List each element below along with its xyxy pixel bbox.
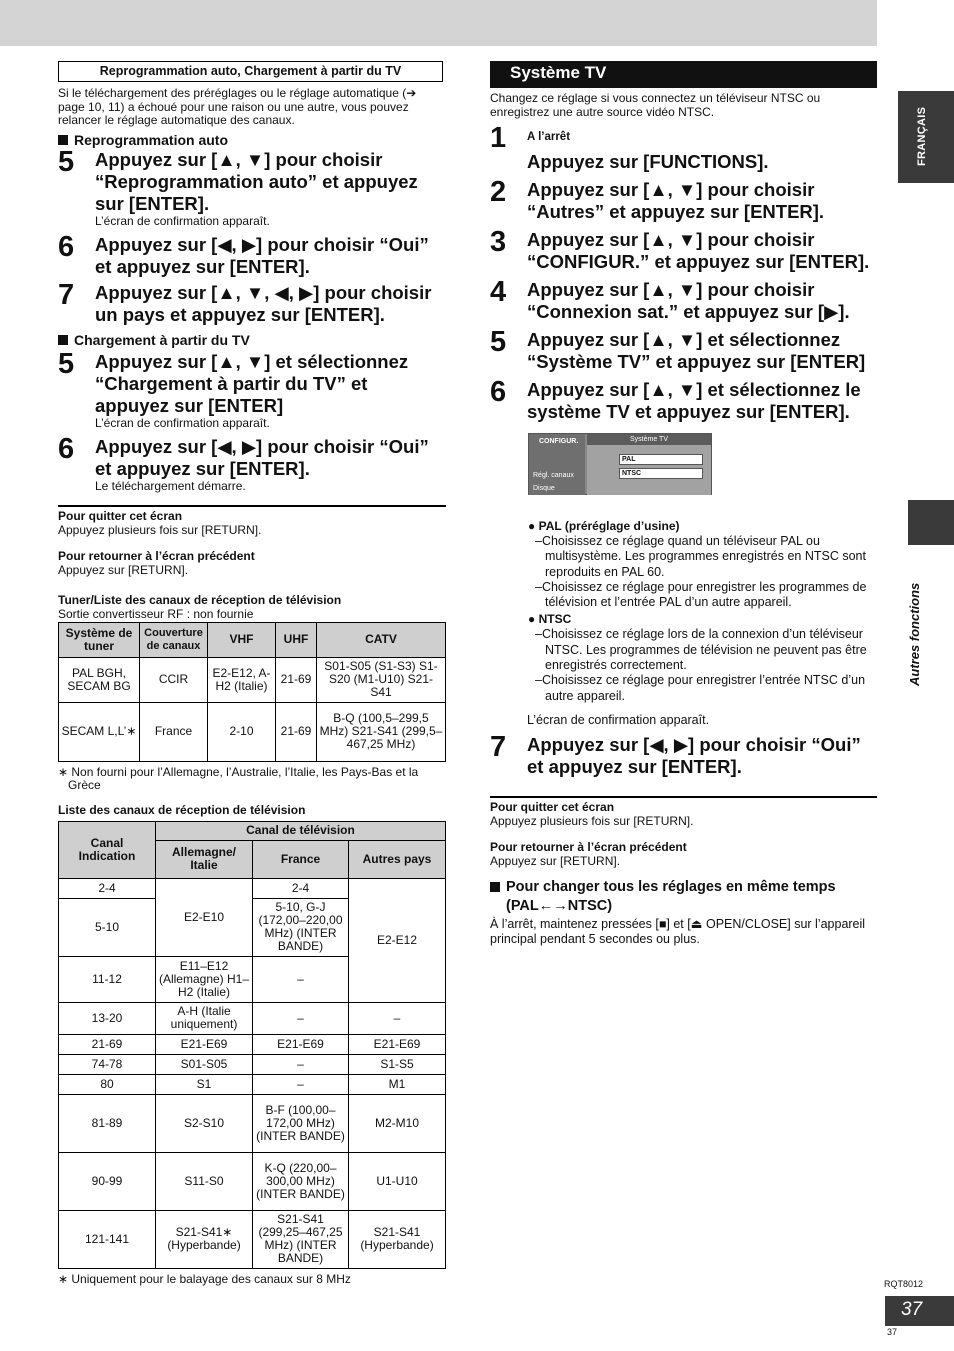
quit-text: Appuyez plusieurs fois sur [RETURN]. — [490, 813, 694, 828]
ntsc-desc-1: –Choisissez ce réglage lors de la connexion d’un téléviseur NTSC. Les programmes de télévision ne peuvent pas être enregistrés correctement. — [535, 627, 867, 673]
language-tab — [898, 91, 954, 183]
language-label: FRANÇAIS — [916, 106, 928, 166]
square-bullet-icon — [58, 135, 68, 145]
table-header: Autres pays — [349, 840, 446, 878]
osd-option-pal: PAL — [619, 454, 703, 465]
quit-title: Pour quitter cet écran — [58, 508, 183, 523]
step-note: Le téléchargement démarre. — [95, 478, 246, 493]
table-header: VHF — [208, 622, 276, 657]
page-number: 37 — [885, 1296, 954, 1326]
table-row: 90-99 S11-S0 K-Q (220,00–300,00 MHz) (INTER BANDE) U1-U10 — [59, 1152, 446, 1210]
back-title: Pour retourner à l’écran précédent — [490, 839, 687, 854]
table-row: 74-78 S01-S05 – S1-S5 — [59, 1054, 446, 1074]
table-row: 81-89 S2-S10 B-F (100,00–172,00 MHz) (INTER BANDE) M2-M10 — [59, 1094, 446, 1152]
left-intro: Si le téléchargement des préréglages ou le réglage automatique (➔ page 10, 11) a échoué pour une raison ou une autre, vous pouvez relancer le réglage automatique des canaux. — [58, 86, 417, 127]
osd-menu-item: Régl. canaux — [533, 472, 574, 479]
table-row: 13-20 A-H (Italie uniquement) – – — [59, 1002, 446, 1034]
osd-option-ntsc: NTSC — [619, 468, 703, 479]
right-intro: Changez ce réglage si vous connectez un téléviseur NTSC ou enregistrez une autre source vidéo NTSC. — [490, 91, 821, 119]
table-row: 2-4 E2-E10 2-4 E2-E12 — [59, 878, 446, 898]
osd-left-title: CONFIGUR. — [539, 438, 579, 445]
back-title: Pour retourner à l’écran précédent — [58, 548, 255, 563]
table-row: 21-69 E21-E69 E21-E69 E21-E69 — [59, 1034, 446, 1054]
table-header: France — [253, 840, 349, 878]
right-column — [490, 61, 877, 947]
section-title: Système TV — [490, 61, 877, 88]
table-row: 121-141 S21-S41∗ (Hyperbande) S21-S41 (299,25–467,25 MHz) (INTER BANDE) S21-S41 (Hyperbande) — [59, 1210, 446, 1268]
step-download-6: 6 Appuyez sur [◀, ▶] pour choisir “Oui” et appuyez sur [ENTER]. — [58, 432, 429, 479]
table-row: 80 S1 – M1 — [59, 1074, 446, 1094]
table-row: 11-12 E11–E12 (Allemagne) H1–H2 (Italie) – — [59, 956, 446, 1002]
table-header: Système de tuner — [59, 622, 140, 657]
step-tv-3: 3 Appuyez sur [▲, ▼] pour choisir “CONFIGUR.” et appuyez sur [ENTER]. — [490, 226, 870, 272]
list-footnote: ∗ Uniquement pour le balayage des canaux sur 8 MHz — [58, 1271, 351, 1286]
tuner-table — [58, 622, 446, 762]
ntsc-title: ● NTSC — [528, 612, 572, 627]
header-bar — [0, 0, 877, 46]
doc-code: RQT8012 — [884, 1279, 924, 1289]
sub-heading-download: Chargement à partir du TV — [58, 332, 446, 348]
step-tv-6: 6 Appuyez sur [▲, ▼] et sélectionnez le système TV et appuyez sur [ENTER]. — [490, 376, 861, 422]
quit-text: Appuyez plusieurs fois sur [RETURN]. — [58, 522, 262, 537]
divider — [58, 505, 446, 507]
channel-table — [58, 821, 446, 1269]
tuner-footnote: ∗ Non fourni pour l’Allemagne, l’Australie, l’Italie, les Pays-Bas et la Grèce — [58, 764, 419, 792]
change-text: À l’arrêt, maintenez pressées [■] et [⏏ OPEN/CLOSE] sur l’appareil principal pendant 5 secondes ou plus. — [490, 916, 866, 946]
table-row: PAL BGH, SECAM BG CCIR E2-E12, A-H2 (Italie) 21-69 S01-S05 (S1-S3) S1-S20 (M1-U10) S21-S41 — [59, 657, 446, 702]
left-box-title: Reprogrammation auto, Chargement à partir du TV — [58, 61, 443, 82]
list-title: Liste des canaux de réception de télévision — [58, 802, 306, 817]
step-tv-1: 1 A l’arrêt Appuyez sur [FUNCTIONS]. — [490, 122, 769, 172]
square-bullet-icon — [490, 882, 500, 892]
page-number-small: 37 — [887, 1327, 898, 1337]
osd-menu-item: Disque — [533, 485, 555, 492]
pal-desc-2: –Choisissez ce réglage pour enregistrer les programmes de télévision et l’entrée PAL d’un autre appareil. — [535, 579, 867, 610]
tuner-title: Tuner/Liste des canaux de réception de télévision — [58, 592, 342, 607]
ntsc-desc-2: –Choisissez ce réglage pour enregistrer l’entrée NTSC d’un autre appareil. — [535, 673, 866, 703]
step-reprog-6: 6 Appuyez sur [◀, ▶] pour choisir “Oui” et appuyez sur [ENTER]. — [58, 230, 429, 277]
step-note: L’écran de confirmation apparaît. — [95, 213, 270, 228]
back-text: Appuyez sur [RETURN]. — [58, 562, 189, 577]
osd-right-title: Système TV — [587, 434, 711, 445]
back-text: Appuyez sur [RETURN]. — [490, 853, 621, 868]
left-column — [58, 61, 446, 1286]
table-header: Couverture de canaux — [140, 622, 208, 657]
table-header: CATV — [317, 622, 446, 657]
step-note: L’écran de confirmation apparaît. — [95, 415, 270, 430]
table-header: Canal Indication — [59, 821, 156, 878]
change-title: Pour changer tous les réglages en même temps (PAL←→NTSC) — [490, 878, 877, 916]
table-header: UHF — [276, 622, 317, 657]
divider — [490, 796, 877, 798]
step-tv-4: 4 Appuyez sur [▲, ▼] pour choisir “Connexion sat.” et appuyez sur [▶]. — [490, 276, 850, 322]
step-reprog-7: 7 Appuyez sur [▲, ▼, ◀, ▶] pour choisir un pays et appuyez sur [ENTER]. — [58, 278, 432, 325]
tuner-subtitle: Sortie convertisseur RF : non fournie — [58, 606, 254, 621]
pal-title: ● PAL (préréglage d’usine) — [528, 519, 680, 533]
step-reprog-5: 5 Appuyez sur [▲, ▼] pour choisir “Reprogrammation auto” et appuyez sur [ENTER]. — [58, 145, 418, 214]
table-row: SECAM L,L’∗ France 2-10 21-69 B-Q (100,5–299,5 MHz) S21-S41 (299,5–467,25 MHz) — [59, 702, 446, 761]
step-tv-2: 2 Appuyez sur [▲, ▼] pour choisir “Autres” et appuyez sur [ENTER]. — [490, 176, 825, 222]
section-tab-marker — [908, 500, 954, 545]
step-download-5: 5 Appuyez sur [▲, ▼] et sélectionnez “Chargement à partir du TV” et appuyez sur [ENTER] — [58, 347, 409, 416]
confirm-note: L’écran de confirmation apparaît. — [527, 712, 710, 727]
section-side-label: Autres fonctions — [907, 582, 922, 686]
osd-screen-illustration — [528, 433, 712, 495]
table-header: Canal de télévision — [156, 821, 446, 840]
step-tv-5: 5 Appuyez sur [▲, ▼] et sélectionnez “Système TV” et appuyez sur [ENTER] — [490, 326, 866, 372]
quit-title: Pour quitter cet écran — [490, 799, 615, 814]
square-bullet-icon — [58, 335, 68, 345]
pal-desc-1: –Choisissez ce réglage quand un téléviseur PAL ou multisystème. Les programmes enregistrés en NTSC sont reproduits en PAL 60. — [535, 534, 866, 579]
step-tv-7: 7 Appuyez sur [◀, ▶] pour choisir “Oui” et appuyez sur [ENTER]. — [490, 730, 861, 777]
table-header: Allemagne/ Italie — [156, 840, 253, 878]
sub-heading-reprog: Reprogrammation auto — [58, 132, 446, 148]
table-row: 5-10 5-10, G-J (172,00–220,00 MHz) (INTER BANDE) — [59, 898, 446, 956]
